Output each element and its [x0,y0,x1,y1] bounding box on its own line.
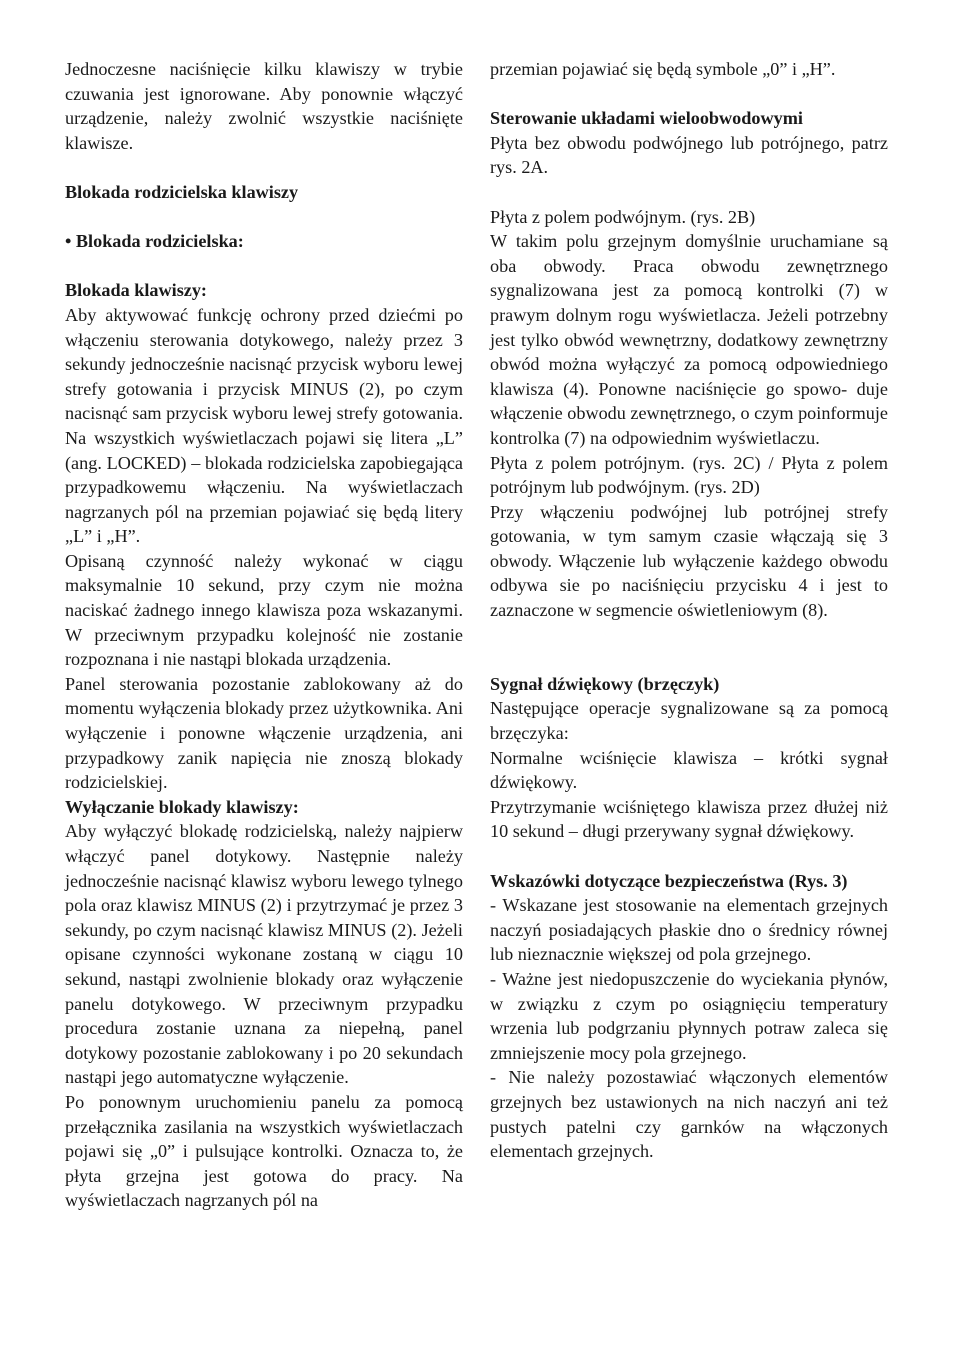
short-beep-paragraph: Normalne wciśnięcie klawisza – krótki sygnał dźwiękowy. [490,747,888,793]
spacer [490,623,888,672]
activation-paragraph: Aby aktywować funkcję ochrony przed dziećmi po włączeniu sterowania dotykowego, należy przez 3 sekundy jednocześnie nacisnąć przycisk wyboru lewej strefy gotowania i przycisk MINUS (2), po czym nacisnąć sam przycisk wyboru lewej strefy gotowania. Na wszystkich wyświetlaczach pojawi się litera „L” (ang. LOCKED) – blokada rodzicielska zapobiegająca przypadkowemu włączeniu. Na wyświetlaczach nagrzanych pól na przemian pojawiać się będą litery „L” i „H”. [65,304,463,547]
triple-zone-title: Płyta z polem potrójnym. (rys. 2C) / Płyta z polem potrójnym lub podwójnym. (rys. 2D) [490,452,888,498]
heading-blokada-klawiszy: Blokada klawiszy: [65,280,207,301]
single-circuit-paragraph: Płyta bez obwodu podwójnego lub potrójnego, patrz rys. 2A. [490,132,888,178]
safety-tip-2: - Ważne jest niedopuszczenie do wyciekania płynów, w związku z czym po osiągnięciu temperatury wrzenia lub podgrzaniu płynnych potraw zaleca się zmniejszenie mocy pola grzejnego. [490,968,888,1063]
heading-blokada-rodzicielska-klawiszy: Blokada rodzicielska klawiszy [65,181,299,202]
intro-paragraph: Jednoczesne naciśnięcie kilku klawiszy w trybie czuwania jest ignorowane. Aby ponownie włączyć urządzenie, należy zwolnić wszystkie naciśnięte klawisze. [65,59,463,153]
safety-tip-3: - Nie należy pozostawiać włączonych elementów grzejnych bez ustawionych na nich naczyń ani też pustych patelni czy garnków na włączonych elementach grzejnych. [490,1067,888,1162]
double-zone-paragraph: W takim polu grzejnym domyślnie uruchamiane są oba obwody. Praca obwodu zewnętrznego sygnalizowana jest za pomocą kontrolki (7) w prawym dolnym rogu wyświetlacza. Jeżeli potrzebny jest tylko obwód wewnętrzny, dodatkowy zewnętrzny obwód można wyłączyć za pomocą odpowiedniego klawisza (4). Ponowne naciśnięcie go spowo- duje włączenie obwodu zewnętrznego, o czym poinformuje kontrolka (7) na odpowiednim wyświetlaczu. [490,231,888,448]
continuation-paragraph: przemian pojawiać się będą symbole „0” i „H”. [490,59,836,79]
heading-bullet-blokada: • Blokada rodzicielska: [65,231,244,252]
left-column [65,57,463,1213]
triple-zone-paragraph: Przy włączeniu podwójnej lub potrójnej strefy gotowania, w tym samym czasie włączają się 3 obwody. Włączenie lub wyłączenie każdego obwodu odbywa sie po naciśnięciu przycisku 4 i jest to zaznaczone w segmencie oświetleniowym (8). [490,501,888,621]
double-zone-title: Płyta z polem podwójnym. (rys. 2B) [490,206,756,227]
timing-paragraph: Opisaną czynność należy wykonać w ciągu maksymalnie 10 sekund, przy czym nie można naciskać żadnego innego klawisza poza wskazanymi. W przeciwnym przypadku kolejność nie zostanie rozpoznana i nie nastąpi blokada urządzenia. [65,550,463,670]
buzzer-paragraph: Następujące operacje sygnalizowane są za pomocą brzęczyka: [490,698,888,744]
spacer [65,155,463,180]
spacer [490,844,888,869]
safety-tip-1: - Wskazane jest stosowanie na elementach grzejnych naczyń posiadających płaskie dno o średnicy równej lub nieznacznie większej od pola grzejnego. [490,895,888,965]
heading-sterowanie: Sterowanie układami wieloobwodowymi [490,108,803,129]
spacer [490,180,888,205]
unlock-paragraph: Aby wyłączyć blokadę rodzicielską, należy najpierw włączyć panel dotykowy. Następnie należy jednocześnie nacisnąć klawisz wyboru lewego tylnego pola oraz klawisz MINUS (2) i przytrzymać je przez 3 sekundy, po czym nacisnąć klawisz MINUS (2). Jeżeli opisane czynności wykonane zostaną w ciągu 10 sekund, nastąpi zwolnienie blokady oraz wyłączenie panelu dotykowego. W przeciwnym przypadku procedura zostanie uznana za niepełną, panel dotykowy pozostanie zablokowany i po 20 sekundach nastąpi jego automatyczne wyłączenie. [65,821,463,1088]
heading-wskazowki: Wskazówki dotyczące bezpieczeństwa (Rys. 3) [490,870,848,891]
spacer [490,82,888,107]
spacer [65,205,463,230]
right-column [490,57,888,1164]
spacer [65,254,463,279]
heading-wylaczanie: Wyłączanie blokady klawiszy: [65,796,299,817]
heading-sygnal: Sygnał dźwiękowy (brzęczyk) [490,673,720,694]
restart-paragraph: Po ponownym uruchomieniu panelu za pomocą przełącznika zasilania na wszystkich wyświetlaczach pojawi się „0” i pulsujące kontrolki. Oznacza to, że płyta grzejna jest gotowa do pracy. Na wyświetlaczach nagrzanych pól na [65,1091,463,1211]
panel-locked-paragraph: Panel sterowania pozostanie zablokowany aż do momentu wyłączenia blokady przez użytkownika. Ani wyłączenie i ponowne włączenie urządzenia, ani przypadkowy zanik napięcia nie znoszą blokady rodzicielskiej. [65,673,463,793]
long-beep-paragraph: Przytrzymanie wciśniętego klawisza przez dłużej niż 10 sekund – długi przerywany sygnał dźwiękowy. [490,796,888,842]
